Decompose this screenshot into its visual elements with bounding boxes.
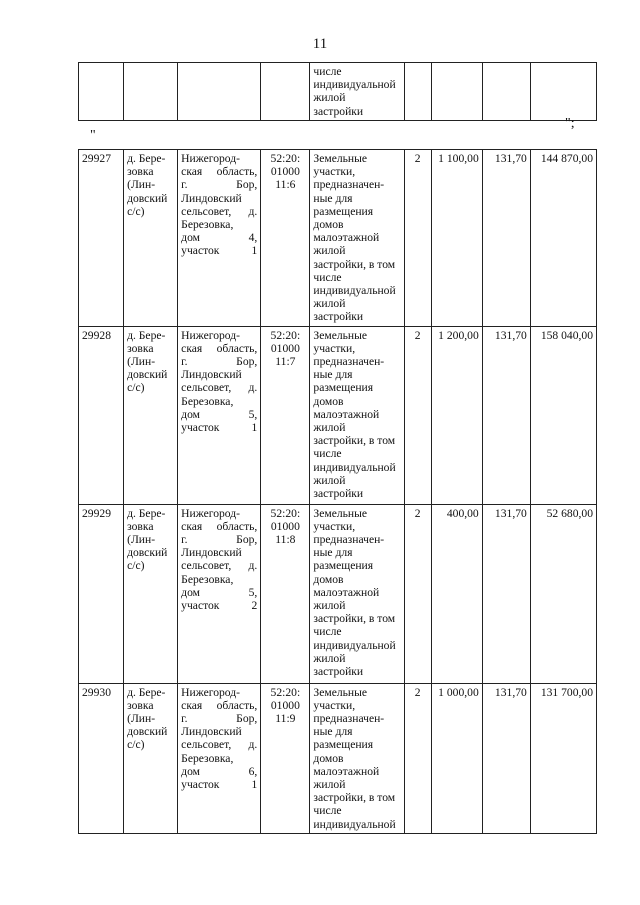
text-line: 52:20: (270, 152, 301, 165)
text-line: Линдовский (181, 546, 242, 560)
text-line: с/с) (127, 381, 145, 395)
cell-rate: 131,70 (482, 150, 530, 327)
cell-land-use (310, 504, 404, 683)
cell-number: 29929 (79, 504, 124, 683)
text-line: жилой (313, 421, 346, 435)
cell-locality (124, 326, 178, 504)
text-line: довский (127, 725, 168, 739)
text-line: размещения (313, 204, 374, 218)
text-line: Березовка, (181, 751, 234, 765)
text-line: с/с) (127, 559, 145, 573)
text-line: Земельные (313, 152, 368, 165)
text-line: Нижегород- (181, 506, 241, 520)
text-line: застройки (313, 310, 364, 324)
text-line: ные для (313, 368, 353, 382)
text-line: 52:20: (270, 506, 301, 520)
cell-number: 29928 (79, 326, 124, 504)
text-line: предназначен- (313, 355, 385, 369)
cell-address (178, 63, 261, 121)
cell-land-use (310, 326, 404, 504)
text-line: довский (127, 191, 168, 205)
text-line: сельсовет, д. (181, 381, 258, 395)
text-line: (Лин- (127, 712, 156, 726)
text-line: индивидуальной (313, 817, 396, 831)
text-line: дом 5, (181, 407, 258, 421)
text-line: Линдовский (181, 725, 242, 739)
cell-land-use (310, 63, 404, 121)
text-line: 52:20: (270, 685, 301, 699)
cell-locality (124, 150, 178, 327)
text-line: предназначен- (313, 712, 385, 726)
text-line: сельсовет, д. (181, 738, 258, 752)
text-line: Земельные (313, 685, 368, 699)
text-line: д. Бере- (127, 152, 166, 165)
text-line: 52:20: (270, 328, 301, 342)
cell-number: 29927 (79, 150, 124, 327)
text-line: участок 2 (181, 599, 258, 613)
text-line: 01000 (270, 698, 300, 712)
text-line: 11:7 (275, 355, 296, 369)
text-line: г. Бор, (181, 355, 258, 369)
text-line: с/с) (127, 738, 145, 752)
cell-address (178, 326, 261, 504)
text-line: ская область, (181, 165, 258, 179)
cell-cadastral (261, 63, 310, 121)
cell-value: 52 680,00 (530, 504, 596, 683)
cell-value: 158 040,00 (530, 326, 596, 504)
text-line: Линдовский (181, 191, 242, 205)
text-line: ные для (313, 546, 353, 560)
text-line: участок 1 (181, 244, 258, 258)
text-line: застройки (313, 104, 364, 118)
text-line: жилой (313, 778, 346, 792)
text-line: зовка (127, 341, 154, 355)
table-row (79, 504, 597, 683)
text-line: предназначен- (313, 178, 385, 192)
text-line: застройки, в том (313, 257, 396, 271)
text-line: Земельные (313, 506, 368, 520)
cell-cadastral (261, 150, 310, 327)
text-line: Линдовский (181, 368, 242, 382)
text-line: малоэтажной (313, 231, 380, 245)
text-line: участки, (313, 165, 356, 179)
cell-group: 2 (404, 150, 431, 327)
text-line: г. Бор, (181, 712, 258, 726)
text-line: ская область, (181, 341, 258, 355)
continuation-table (78, 62, 597, 121)
text-line: 01000 (270, 165, 300, 179)
text-line: довский (127, 546, 168, 560)
cell-rate: 131,70 (482, 504, 530, 683)
text-line: жилой (313, 599, 346, 613)
text-line: жилой (313, 91, 346, 105)
text-line: сельсовет, д. (181, 559, 258, 573)
text-line: застройки, в том (313, 434, 396, 448)
text-line: домов (313, 751, 344, 765)
cell-land-use (310, 150, 404, 327)
page-number: 11 (312, 36, 328, 52)
text-line: застройки (313, 665, 364, 679)
cell-group: 2 (404, 326, 431, 504)
text-line: дом 5, (181, 585, 258, 599)
text-line: д. Бере- (127, 685, 166, 699)
text-line: числе (313, 270, 342, 284)
text-line: числе (313, 65, 342, 78)
cell-area: 400,00 (431, 504, 482, 683)
closing-quote: "; (565, 116, 575, 131)
table-row (79, 63, 597, 121)
text-line: дом 4, (181, 231, 258, 245)
text-line: числе (313, 804, 342, 818)
text-line: г. Бор, (181, 533, 258, 547)
text-line: предназначен- (313, 533, 385, 547)
cell-value: 131 700,00 (530, 683, 596, 833)
cell-area: 1 000,00 (431, 683, 482, 833)
cell-rate: 131,70 (482, 326, 530, 504)
text-line: индивидуальной (313, 284, 396, 298)
text-line: д. Бере- (127, 506, 166, 520)
text-line: зовка (127, 165, 154, 179)
cell-rate (482, 63, 530, 121)
text-line: размещения (313, 559, 374, 573)
cell-value (530, 63, 596, 121)
text-line: жилой (313, 244, 346, 258)
text-line: участок 1 (181, 778, 258, 792)
text-line: 01000 (270, 341, 300, 355)
cell-locality (124, 683, 178, 833)
text-line: Земельные (313, 328, 368, 342)
cell-address (178, 504, 261, 683)
text-line: размещения (313, 738, 374, 752)
text-line: г. Бор, (181, 178, 258, 192)
cell-address (178, 683, 261, 833)
text-line: участки, (313, 341, 356, 355)
text-line: застройки, в том (313, 612, 396, 626)
text-line: 11:9 (275, 712, 296, 726)
text-line: домов (313, 394, 344, 408)
text-line: застройки, в том (313, 791, 396, 805)
text-line: Нижегород- (181, 152, 241, 165)
text-line: сельсовет, д. (181, 204, 258, 218)
cell-number (79, 63, 124, 121)
cell-group (404, 63, 431, 121)
text-line: ные для (313, 725, 353, 739)
text-line: ская область, (181, 698, 258, 712)
text-line: 11:8 (275, 533, 296, 547)
text-line: размещения (313, 381, 374, 395)
cell-land-use (310, 683, 404, 833)
text-line: индивидуальной (313, 638, 396, 652)
text-line: Березовка, (181, 572, 234, 586)
text-line: участки, (313, 519, 356, 533)
cell-area: 1 100,00 (431, 150, 482, 327)
text-line: 01000 (270, 519, 300, 533)
text-line: зовка (127, 698, 154, 712)
table-row (79, 683, 597, 833)
text-line: жилой (313, 651, 346, 665)
cell-cadastral (261, 504, 310, 683)
text-line: Нижегород- (181, 328, 241, 342)
text-line: числе (313, 447, 342, 461)
text-line: довский (127, 368, 168, 382)
text-line: жилой (313, 473, 346, 487)
text-line: Нижегород- (181, 685, 241, 699)
text-line: участок 1 (181, 421, 258, 435)
text-line: д. Бере- (127, 328, 166, 342)
cell-cadastral (261, 326, 310, 504)
opening-quote: " (90, 128, 96, 143)
cell-group: 2 (404, 504, 431, 683)
cell-address (178, 150, 261, 327)
text-line: (Лин- (127, 355, 156, 369)
cell-locality (124, 504, 178, 683)
cell-cadastral (261, 683, 310, 833)
text-line: домов (313, 572, 344, 586)
text-line: дом 6, (181, 764, 258, 778)
text-line: жилой (313, 297, 346, 311)
cell-rate: 131,70 (482, 683, 530, 833)
cell-value: 144 870,00 (530, 150, 596, 327)
text-line: зовка (127, 519, 154, 533)
cell-area (431, 63, 482, 121)
cell-number: 29930 (79, 683, 124, 833)
cell-area: 1 200,00 (431, 326, 482, 504)
text-line: Березовка, (181, 218, 234, 232)
text-line: ская область, (181, 519, 258, 533)
table-row (79, 326, 597, 504)
text-line: 11:6 (275, 178, 296, 192)
text-line: (Лин- (127, 533, 156, 547)
text-line: Березовка, (181, 394, 234, 408)
text-line: малоэтажной (313, 585, 380, 599)
text-line: числе (313, 625, 342, 639)
text-line: участки, (313, 698, 356, 712)
text-line: малоэтажной (313, 407, 380, 421)
text-line: индивидуальной (313, 78, 396, 92)
text-line: (Лин- (127, 178, 156, 192)
parcel-table (78, 149, 597, 834)
text-line: домов (313, 218, 344, 232)
text-line: с/с) (127, 204, 145, 218)
table-row (79, 150, 597, 327)
cell-group: 2 (404, 683, 431, 833)
text-line: малоэтажной (313, 764, 380, 778)
text-line: застройки (313, 487, 364, 501)
cell-locality (124, 63, 178, 121)
text-line: ные для (313, 191, 353, 205)
text-line: индивидуальной (313, 460, 396, 474)
